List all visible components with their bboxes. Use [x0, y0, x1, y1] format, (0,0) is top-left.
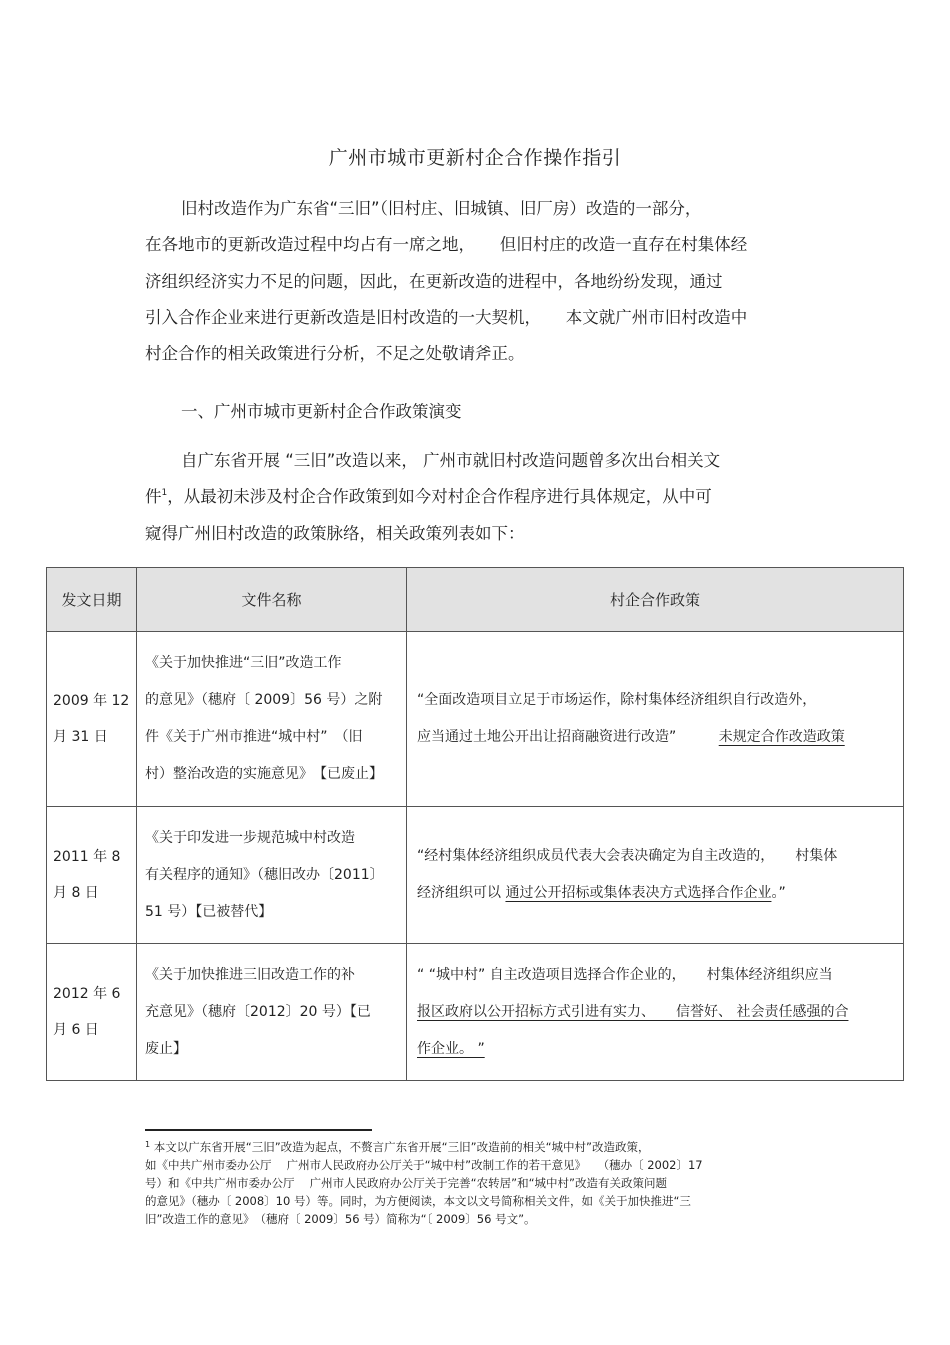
policy-table — [46, 567, 904, 1081]
policy-cell: “全面改造项目立足于市场运作，除村集体经济组织自行改造外， 应当通过土地公开出让招商融资进行改造” 未规定合作改造政策 — [407, 632, 904, 807]
policy-note: 未规定合作改造政策 — [718, 729, 845, 745]
footnote-ref[interactable]: 1 — [161, 488, 168, 499]
intro-line: 引入合作企业来进行更新改造是旧村改造的一大契机， 本文就广州市旧村改造中 — [145, 307, 748, 327]
policy-underlined: 通过公开招标或集体表决方式选择合作企业 — [505, 885, 772, 901]
footnote-line: $^1$ 本文以广东省开展“三旧”改造为起点，不赘言广东省开展“三旧”改造前的相关“城中村”改造政策， — [145, 1140, 650, 1154]
policy-intro-text: 件 — [145, 487, 162, 507]
policy-cell: “ “城中村” 自主改造项目选择合作企业的， 村集体经济组织应当 报区政府以公开招标方式引进有实力、 信誉好、 社会责任感强的合 作企业。 ” — [407, 944, 904, 1081]
footnote-line: 的意见》（穗办〔 2008〕10 号）等。同时，为方便阅读，本文以文号简称相关文件，如《关于加快推进“三 — [145, 1194, 691, 1208]
intro-line: 在各地市的更新改造过程中均占有一席之地， 但旧村庄的改造一直存在村集体经 — [145, 235, 748, 255]
table-row — [47, 944, 904, 1081]
policy-intro-line — [145, 479, 815, 515]
header-policy: 村企合作政策 — [407, 568, 904, 632]
date-cell: 2012 年 6 月 6 日 — [47, 944, 137, 1081]
doc-name-cell: 《关于加快推进“三旧”改造工作 的意见》（穗府〔 2009〕56 号）之附 件《关于广州市推进“城中村” （旧 村）整治改造的实施意见》 【已废止】 — [137, 632, 407, 807]
footnote — [145, 1138, 825, 1228]
date-cell: 2009 年 12 月 31 日 — [47, 632, 137, 807]
table-row — [47, 807, 904, 944]
policy-intro-text: ，从最初未涉及村企合作政策到如今对村企合作程序进行具体规定，从中可 — [167, 487, 712, 507]
doc-name-cell: 《关于加快推进三旧改造工作的补 充意见》（穗府〔2012〕20 号）【已 废止】 — [137, 944, 407, 1081]
footnote-line: 旧”改造工作的意见》 （穗府〔 2009〕56 号）简称为“〔 2009〕56 号文”。 — [145, 1212, 536, 1226]
footnote-line: 号）和《中共广州市委办公厅 广州市人民政府办公厅关于完善“农转居”和“城中村”改造有关政策问题 — [145, 1176, 667, 1190]
footnote-marker: 1 — [145, 1140, 151, 1149]
footnote-line: 如《中共广州市委办公厅 广州市人民政府办公厅关于“城中村”改制工作的若干意见》 （穗办〔 2002〕17 — [145, 1158, 703, 1172]
intro-line: 村企合作的相关政策进行分析，不足之处敬请斧正。 — [145, 344, 525, 364]
policy-underlined: 作企业。 ” — [417, 1040, 485, 1057]
footnote-divider — [145, 1129, 372, 1131]
policy-underlined: 报区政府以公开招标方式引进有实力、 信誉好、 社会责任感强的合 — [417, 1003, 849, 1020]
table-row — [47, 632, 904, 807]
policy-intro-line: 窥得广州旧村改造的政策脉络，相关政策列表如下： — [145, 523, 525, 543]
policy-intro-line: 自广东省开展 “三旧”改造以来， 广州市就旧村改造问题曾多次出台相关文 — [181, 451, 721, 470]
intro-paragraph — [145, 191, 815, 372]
date-cell: 2011 年 8 月 8 日 — [47, 807, 137, 944]
section-heading: 一、广州市城市更新村企合作政策演变 — [181, 402, 462, 421]
policy-cell: “经村集体经济组织成员代表大会表决确定为自主改造的， 村集体 经济组织可以 通过公开招标或集体表决方式选择合作企业。” — [407, 807, 904, 944]
intro-line: 旧村改造作为广东省“三旧”（旧村庄、旧城镇、旧厂房）改造的一部分， — [181, 199, 702, 218]
policy-intro-paragraph — [145, 443, 815, 552]
table-header-row — [47, 568, 904, 632]
intro-line: 济组织经济实力不足的问题，因此，在更新改造的进程中，各地纷纷发现，通过 — [145, 271, 723, 291]
header-date: 发文日期 — [47, 568, 137, 632]
doc-name-cell: 《关于印发进一步规范城中村改造 有关程序的通知》（穗旧改办〔2011〕 51 号）【已被替代】 — [137, 807, 407, 944]
header-doc-name: 文件名称 — [137, 568, 407, 632]
page-title: 广州市城市更新村企合作操作指引 — [328, 147, 622, 169]
